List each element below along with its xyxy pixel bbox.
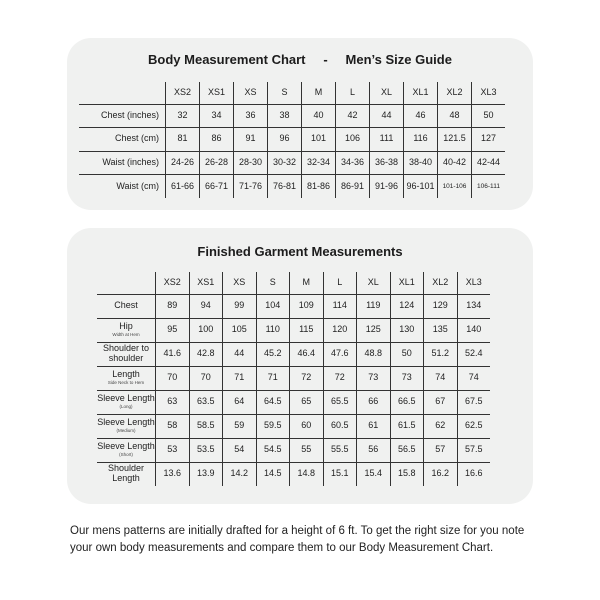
- table-cell: 14.8: [290, 462, 324, 486]
- table-cell: 109: [290, 294, 324, 318]
- table-cell: 129: [424, 294, 458, 318]
- table-cell: 71-76: [234, 175, 268, 199]
- table-cell: 72: [323, 366, 357, 390]
- title-separator: -: [323, 52, 328, 67]
- table-cell: 34: [200, 104, 234, 128]
- body-measurement-table: [79, 82, 505, 198]
- header-row: [97, 272, 490, 294]
- table-cell: 94: [189, 294, 223, 318]
- table-cell: 114: [323, 294, 357, 318]
- table-cell: 66.5: [390, 390, 424, 414]
- table-cell: 14.5: [256, 462, 290, 486]
- size-header: M: [302, 82, 336, 104]
- table-cell: 52.4: [457, 342, 490, 366]
- row-label-text: Chest (cm): [114, 133, 159, 144]
- row-label-subtext: (Long): [119, 403, 133, 409]
- size-header: XL3: [472, 82, 506, 104]
- table-cell: 30-32: [268, 151, 302, 175]
- header-corner: [79, 82, 166, 104]
- table-cell: 44: [370, 104, 404, 128]
- table-cell: 96-101: [404, 175, 438, 199]
- row-label-subtext: (Medium): [116, 427, 136, 433]
- table-cell: 111: [370, 128, 404, 152]
- table-row: [97, 294, 490, 318]
- row-label: [97, 342, 156, 366]
- row-label-text: Chest (inches): [100, 109, 159, 120]
- table-cell: 96: [268, 128, 302, 152]
- table-cell: 61: [357, 414, 391, 438]
- size-header: XL2: [424, 272, 458, 294]
- table-cell: 60: [290, 414, 324, 438]
- table-cell: 64: [223, 390, 257, 414]
- table-cell: 36: [234, 104, 268, 128]
- table-cell: 101-106: [438, 175, 472, 199]
- table-cell: 46.4: [290, 342, 324, 366]
- size-header: XS: [223, 272, 257, 294]
- size-header: XL2: [438, 82, 472, 104]
- row-label-text: Shoulder to shoulder: [102, 343, 150, 363]
- row-label-text: Sleeve Length: [97, 393, 155, 404]
- table-cell: 32: [166, 104, 200, 128]
- table-row: [79, 104, 505, 128]
- table-cell: 51.2: [424, 342, 458, 366]
- table-cell: 61.5: [390, 414, 424, 438]
- size-header: XL1: [390, 272, 424, 294]
- table-cell: 65.5: [323, 390, 357, 414]
- table-cell: 130: [390, 318, 424, 342]
- table-cell: 53: [156, 438, 190, 462]
- table-cell: 104: [256, 294, 290, 318]
- table-cell: 56: [357, 438, 391, 462]
- sizing-note: Our mens patterns are initially drafted for a height of 6 ft. To get the right size for you note your own body measurements and compare them to our Body Measurement Chart.: [70, 525, 525, 554]
- table-cell: 57.5: [457, 438, 490, 462]
- table-cell: 40-42: [438, 151, 472, 175]
- table-cell: 81: [166, 128, 200, 152]
- table-cell: 15.8: [390, 462, 424, 486]
- table-cell: 55: [290, 438, 324, 462]
- header-row: [79, 82, 505, 104]
- table-cell: 62: [424, 414, 458, 438]
- row-label-text: Hip: [119, 321, 133, 332]
- table-row: [97, 342, 490, 366]
- table-cell: 91-96: [370, 175, 404, 199]
- size-header: XL3: [457, 272, 490, 294]
- table-cell: 28-30: [234, 151, 268, 175]
- table-cell: 50: [472, 104, 506, 128]
- table-cell: 14.2: [223, 462, 257, 486]
- table-cell: 61-66: [166, 175, 200, 199]
- table-cell: 41.6: [156, 342, 190, 366]
- body-chart-subtitle: Men’s Size Guide: [345, 52, 452, 67]
- body-chart-title-text: Body Measurement Chart: [148, 52, 306, 67]
- table-cell: 110: [256, 318, 290, 342]
- table-row: [97, 390, 490, 414]
- table-cell: 54: [223, 438, 257, 462]
- table-cell: 66-71: [200, 175, 234, 199]
- row-label-text: Sleeve Length: [97, 441, 155, 452]
- garment-measurement-card: [67, 228, 533, 504]
- row-label: [97, 318, 156, 342]
- body-measurement-card: [67, 38, 533, 210]
- table-cell: 36-38: [370, 151, 404, 175]
- table-cell: 54.5: [256, 438, 290, 462]
- table-cell: 38: [268, 104, 302, 128]
- table-cell: 135: [424, 318, 458, 342]
- row-label-text: Shoulder Length: [107, 463, 145, 484]
- row-label: [97, 414, 156, 438]
- table-cell: 86: [200, 128, 234, 152]
- row-label: [79, 175, 166, 199]
- table-cell: 71: [256, 366, 290, 390]
- table-cell: 47.6: [323, 342, 357, 366]
- table-cell: 99: [223, 294, 257, 318]
- table-cell: 16.6: [457, 462, 490, 486]
- table-cell: 26-28: [200, 151, 234, 175]
- table-cell: 119: [357, 294, 391, 318]
- row-label: [79, 151, 166, 175]
- table-cell: 16.2: [424, 462, 458, 486]
- size-header: XL: [357, 272, 391, 294]
- row-label-subtext: Side Neck to Hem: [107, 379, 145, 385]
- table-cell: 116: [404, 128, 438, 152]
- table-row: [97, 414, 490, 438]
- size-header: XS1: [189, 272, 223, 294]
- row-label-text: Sleeve Length: [97, 417, 155, 428]
- table-cell: 42.8: [189, 342, 223, 366]
- size-header: XS1: [200, 82, 234, 104]
- table-cell: 106-111: [472, 175, 506, 199]
- size-header: XS: [234, 82, 268, 104]
- table-cell: 81-86: [302, 175, 336, 199]
- table-cell: 38-40: [404, 151, 438, 175]
- table-cell: 48.8: [357, 342, 391, 366]
- table-cell: 63.5: [189, 390, 223, 414]
- table-cell: 100: [189, 318, 223, 342]
- table-cell: 64.5: [256, 390, 290, 414]
- table-cell: 67: [424, 390, 458, 414]
- garment-chart-title: Finished Garment Measurements: [197, 244, 403, 259]
- size-header: XS2: [166, 82, 200, 104]
- table-cell: 59.5: [256, 414, 290, 438]
- table-cell: 89: [156, 294, 190, 318]
- row-label-text: Waist (cm): [116, 180, 159, 191]
- table-cell: 48: [438, 104, 472, 128]
- size-header: XL1: [404, 82, 438, 104]
- table-cell: 57: [424, 438, 458, 462]
- table-cell: 134: [457, 294, 490, 318]
- table-cell: 45.2: [256, 342, 290, 366]
- table-cell: 115: [290, 318, 324, 342]
- row-label: [97, 366, 156, 390]
- table-row: [97, 318, 490, 342]
- table-cell: 67.5: [457, 390, 490, 414]
- table-cell: 55.5: [323, 438, 357, 462]
- table-cell: 125: [357, 318, 391, 342]
- row-label-text: Length: [112, 369, 140, 380]
- table-cell: 15.4: [357, 462, 391, 486]
- table-cell: 15.1: [323, 462, 357, 486]
- size-header: L: [336, 82, 370, 104]
- row-label-text: Waist (inches): [102, 156, 159, 167]
- table-cell: 91: [234, 128, 268, 152]
- table-cell: 73: [357, 366, 391, 390]
- table-cell: 65: [290, 390, 324, 414]
- header-corner: [97, 272, 156, 294]
- size-header: XL: [370, 82, 404, 104]
- table-row: [79, 151, 505, 175]
- row-label: [97, 438, 156, 462]
- table-cell: 72: [290, 366, 324, 390]
- table-cell: 24-26: [166, 151, 200, 175]
- table-cell: 120: [323, 318, 357, 342]
- table-cell: 13.9: [189, 462, 223, 486]
- body-chart-title: [67, 52, 533, 67]
- table-cell: 76-81: [268, 175, 302, 199]
- table-row: [97, 366, 490, 390]
- table-cell: 50: [390, 342, 424, 366]
- table-cell: 42-44: [472, 151, 506, 175]
- table-cell: 59: [223, 414, 257, 438]
- table-cell: 86-91: [336, 175, 370, 199]
- table-cell: 46: [404, 104, 438, 128]
- table-cell: 105: [223, 318, 257, 342]
- size-header: XS2: [156, 272, 190, 294]
- table-cell: 58: [156, 414, 190, 438]
- garment-measurement-table: [97, 272, 490, 486]
- table-cell: 60.5: [323, 414, 357, 438]
- row-label: [79, 104, 166, 128]
- table-cell: 101: [302, 128, 336, 152]
- table-cell: 13.6: [156, 462, 190, 486]
- table-cell: 53.5: [189, 438, 223, 462]
- size-header: S: [256, 272, 290, 294]
- table-row: [79, 175, 505, 199]
- row-label: [97, 462, 156, 486]
- table-cell: 56.5: [390, 438, 424, 462]
- table-cell: 63: [156, 390, 190, 414]
- row-label: [97, 294, 156, 318]
- table-cell: 106: [336, 128, 370, 152]
- table-cell: 66: [357, 390, 391, 414]
- row-label: [79, 128, 166, 152]
- row-label: [97, 390, 156, 414]
- size-header: S: [268, 82, 302, 104]
- table-cell: 44: [223, 342, 257, 366]
- size-header: L: [323, 272, 357, 294]
- table-cell: 73: [390, 366, 424, 390]
- table-cell: 74: [424, 366, 458, 390]
- table-row: [79, 128, 505, 152]
- table-cell: 127: [472, 128, 506, 152]
- table-cell: 62.5: [457, 414, 490, 438]
- table-cell: 140: [457, 318, 490, 342]
- table-cell: 124: [390, 294, 424, 318]
- table-cell: 34-36: [336, 151, 370, 175]
- table-cell: 70: [156, 366, 190, 390]
- row-label-text: Chest: [114, 300, 138, 311]
- table-cell: 71: [223, 366, 257, 390]
- table-cell: 70: [189, 366, 223, 390]
- table-cell: 95: [156, 318, 190, 342]
- table-cell: 58.5: [189, 414, 223, 438]
- table-cell: 40: [302, 104, 336, 128]
- table-cell: 74: [457, 366, 490, 390]
- table-cell: 32-34: [302, 151, 336, 175]
- table-cell: 121.5: [438, 128, 472, 152]
- size-header: M: [290, 272, 324, 294]
- table-cell: 42: [336, 104, 370, 128]
- table-row: [97, 462, 490, 486]
- table-row: [97, 438, 490, 462]
- row-label-subtext: Width at Hem: [112, 331, 140, 337]
- row-label-subtext: (Short): [119, 451, 133, 457]
